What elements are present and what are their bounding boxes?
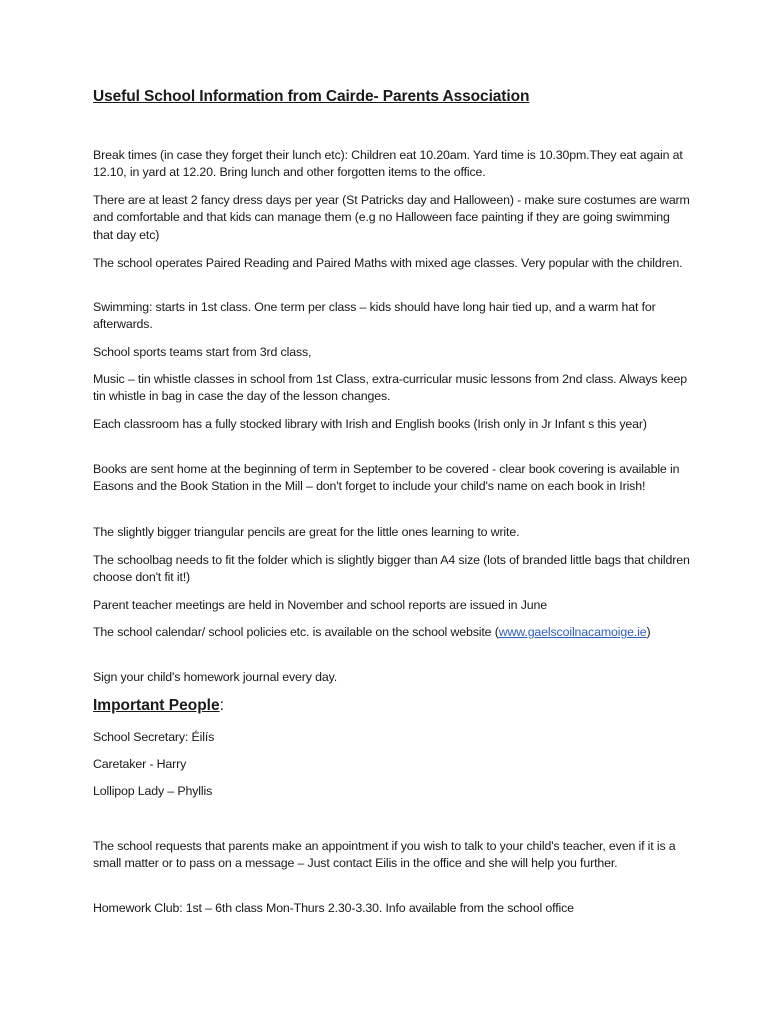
website-paragraph <box>93 624 693 641</box>
school-website-link[interactable]: www.gaelscoilnacamoige.ie <box>498 625 647 639</box>
swimming-paragraph: Swimming: starts in 1st class. One term per class – kids should have long hair tied up, and a warm hat for afterwards. <box>93 300 656 332</box>
important-people-label: Important People <box>93 697 220 714</box>
heading-colon: : <box>219 697 224 714</box>
page-title: Useful School Information from Cairde- Parents Association <box>93 88 530 105</box>
library-paragraph: Each classroom has a fully stocked library with Irish and English books (Irish only in Jr Infant s this year) <box>93 417 647 431</box>
paired-reading-paragraph: The school operates Paired Reading and Paired Maths with mixed age classes. Very popular with the children. <box>93 256 683 270</box>
website-prefix: The school calendar/ school policies etc. is available on the school website ( <box>93 625 499 639</box>
website-suffix: ) <box>646 625 651 639</box>
sports-paragraph: School sports teams start from 3rd class, <box>93 345 312 359</box>
break-times-paragraph: Break times (in case they forget their lunch etc): Children eat 10.20am. Yard time is 10.30pm.They eat again at 12.10, in yard at 12.20. Bring lunch and other forgotten items to the office. <box>93 148 683 180</box>
secretary-item: School Secretary: Éilís <box>93 730 215 744</box>
books-paragraph: Books are sent home at the beginning of term in September to be covered - clear book covering is available in Easons and the Book Station in the Mill – don't forget to include your child's name on each book in Irish! <box>93 462 680 494</box>
lollipop-lady-item: Lollipop Lady – Phyllis <box>93 784 213 798</box>
caretaker-item: Caretaker - Harry <box>93 757 187 771</box>
important-people-heading <box>93 697 224 715</box>
schoolbag-paragraph: The schoolbag needs to fit the folder which is slightly bigger than A4 size (lots of branded little bags that children choose don't fit it!) <box>93 553 690 585</box>
fancy-dress-paragraph: There are at least 2 fancy dress days per year (St Patricks day and Halloween) - make sure costumes are warm and comfortable and that kids can manage them (e.g no Halloween face painting if they are going swimming that day etc) <box>93 193 690 242</box>
meetings-paragraph: Parent teacher meetings are held in November and school reports are issued in June <box>93 598 547 612</box>
pencils-paragraph: The slightly bigger triangular pencils are great for the little ones learning to write. <box>93 525 520 539</box>
music-paragraph: Music – tin whistle classes in school from 1st Class, extra-curricular music lessons from 2nd class. Always keep tin whistle in bag in case the day of the lesson changes. <box>93 372 687 404</box>
homework-journal-paragraph: Sign your child's homework journal every day. <box>93 670 338 684</box>
homework-club-paragraph: Homework Club: 1st – 6th class Mon-Thurs 2.30-3.30. Info available from the school office <box>93 901 574 915</box>
appointment-paragraph: The school requests that parents make an appointment if you wish to talk to your child's teacher, even if it is a small matter or to pass on a message – Just contact Eilis in the office and she will help you further. <box>93 839 676 871</box>
